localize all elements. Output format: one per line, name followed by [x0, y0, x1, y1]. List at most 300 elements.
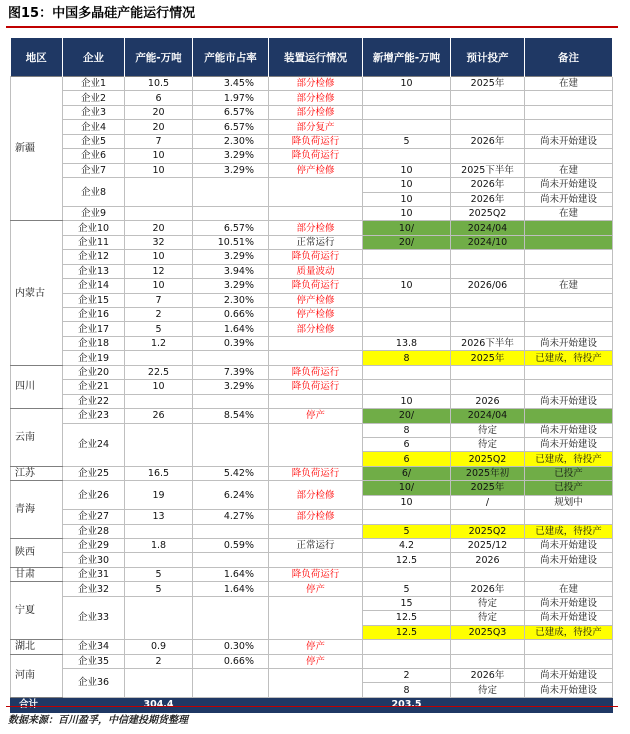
note-cell — [525, 365, 613, 379]
new-cap-cell — [363, 567, 451, 581]
expected-cell: 2025年 — [451, 481, 525, 495]
capacity-cell: 6 — [125, 91, 193, 105]
note-cell: 尚未开始建设 — [525, 683, 613, 697]
note-cell: 尚未开始建设 — [525, 437, 613, 451]
table-row — [11, 120, 613, 134]
new-cap-cell: 6/ — [363, 466, 451, 480]
share-cell: 1.97% — [193, 91, 269, 105]
region-cell: 四川 — [11, 365, 63, 408]
status-cell — [269, 553, 363, 567]
status-cell: 正常运行 — [269, 235, 363, 249]
expected-cell — [451, 640, 525, 654]
table-row — [11, 351, 613, 365]
new-cap-cell — [363, 654, 451, 668]
share-cell: 3.29% — [193, 250, 269, 264]
table-row — [11, 149, 613, 163]
note-cell: 在建 — [525, 206, 613, 220]
table-row — [11, 481, 613, 495]
header-note: 备注 — [525, 38, 613, 77]
new-cap-cell: 10/ — [363, 221, 451, 235]
total-new-capacity: 203.5 — [363, 697, 451, 712]
company-cell: 企业33 — [63, 596, 125, 639]
table-row — [11, 91, 613, 105]
table-row — [11, 264, 613, 278]
share-cell: 0.39% — [193, 336, 269, 350]
status-cell: 停产检修 — [269, 163, 363, 177]
new-cap-cell — [363, 91, 451, 105]
table-row — [11, 134, 613, 148]
share-cell: 3.29% — [193, 163, 269, 177]
capacity-cell — [125, 524, 193, 538]
capacity-cell: 32 — [125, 235, 193, 249]
expected-cell — [451, 322, 525, 336]
polysilicon-capacity-table — [10, 38, 613, 713]
note-cell — [525, 308, 613, 322]
note-cell: 已建成，待投产 — [525, 625, 613, 639]
company-cell: 企业12 — [63, 250, 125, 264]
new-cap-cell: 12.5 — [363, 625, 451, 639]
table-row — [11, 582, 613, 596]
company-cell: 企业3 — [63, 105, 125, 119]
region-cell: 陕西 — [11, 539, 63, 568]
status-cell — [269, 394, 363, 408]
new-cap-cell — [363, 264, 451, 278]
share-cell: 3.29% — [193, 149, 269, 163]
total-empty-3 — [269, 697, 363, 712]
note-cell: 在建 — [525, 582, 613, 596]
new-cap-cell: 10 — [363, 279, 451, 293]
company-cell: 企业5 — [63, 134, 125, 148]
status-cell — [269, 206, 363, 220]
new-cap-cell: 12.5 — [363, 611, 451, 625]
share-cell: 4.27% — [193, 510, 269, 524]
company-cell: 企业21 — [63, 380, 125, 394]
expected-cell: 2025Q2 — [451, 524, 525, 538]
expected-cell — [451, 149, 525, 163]
share-cell: 6.57% — [193, 120, 269, 134]
capacity-cell: 10.5 — [125, 77, 193, 91]
capacity-cell: 26 — [125, 409, 193, 423]
table-row — [11, 640, 613, 654]
note-cell — [525, 120, 613, 134]
expected-cell — [451, 510, 525, 524]
share-cell: 5.42% — [193, 466, 269, 480]
share-cell — [193, 668, 269, 697]
company-cell: 企业29 — [63, 539, 125, 553]
note-cell — [525, 510, 613, 524]
expected-cell: 2024/04 — [451, 221, 525, 235]
capacity-cell: 7 — [125, 134, 193, 148]
note-cell: 尚未开始建设 — [525, 668, 613, 682]
share-cell — [193, 178, 269, 207]
new-cap-cell: 10 — [363, 77, 451, 91]
capacity-cell: 2 — [125, 654, 193, 668]
note-cell: 尚未开始建设 — [525, 134, 613, 148]
note-cell — [525, 221, 613, 235]
status-cell: 停产检修 — [269, 308, 363, 322]
status-cell — [269, 336, 363, 350]
company-cell: 企业6 — [63, 149, 125, 163]
status-cell: 停产 — [269, 582, 363, 596]
status-cell: 部分检修 — [269, 481, 363, 510]
note-cell — [525, 91, 613, 105]
header-region: 地区 — [11, 38, 63, 77]
expected-cell: 2024/04 — [451, 409, 525, 423]
company-cell: 企业25 — [63, 466, 125, 480]
capacity-cell: 5 — [125, 582, 193, 596]
share-cell — [193, 596, 269, 639]
company-cell: 企业35 — [63, 654, 125, 668]
share-cell: 7.39% — [193, 365, 269, 379]
status-cell: 降负荷运行 — [269, 365, 363, 379]
expected-cell: 待定 — [451, 423, 525, 437]
total-capacity: 304.4 — [125, 697, 193, 712]
new-cap-cell — [363, 510, 451, 524]
company-cell: 企业15 — [63, 293, 125, 307]
capacity-cell — [125, 423, 193, 466]
status-cell: 部分检修 — [269, 510, 363, 524]
status-cell: 停产 — [269, 409, 363, 423]
company-cell: 企业28 — [63, 524, 125, 538]
table-row — [11, 380, 613, 394]
capacity-cell: 7 — [125, 293, 193, 307]
region-cell: 湖北 — [11, 640, 63, 654]
share-cell: 3.29% — [193, 380, 269, 394]
company-cell: 企业23 — [63, 409, 125, 423]
capacity-cell: 10 — [125, 380, 193, 394]
share-cell — [193, 351, 269, 365]
status-cell: 降负荷运行 — [269, 567, 363, 581]
share-cell: 0.30% — [193, 640, 269, 654]
note-cell — [525, 293, 613, 307]
table-row — [11, 235, 613, 249]
expected-cell: 2025下半年 — [451, 163, 525, 177]
expected-cell: 待定 — [451, 437, 525, 451]
share-cell: 3.29% — [193, 279, 269, 293]
new-cap-cell: 2 — [363, 668, 451, 682]
company-cell: 企业18 — [63, 336, 125, 350]
table-row — [11, 510, 613, 524]
note-cell: 在建 — [525, 279, 613, 293]
company-cell: 企业30 — [63, 553, 125, 567]
expected-cell: 2025年初 — [451, 466, 525, 480]
capacity-cell — [125, 178, 193, 207]
capacity-cell: 5 — [125, 567, 193, 581]
new-cap-cell: 8 — [363, 683, 451, 697]
status-cell: 降负荷运行 — [269, 250, 363, 264]
capacity-cell — [125, 206, 193, 220]
company-cell: 企业32 — [63, 582, 125, 596]
table-row — [11, 423, 613, 437]
share-cell: 6.24% — [193, 481, 269, 510]
note-cell — [525, 264, 613, 278]
status-cell: 降负荷运行 — [269, 149, 363, 163]
table-row — [11, 105, 613, 119]
company-cell: 企业24 — [63, 423, 125, 466]
status-cell: 降负荷运行 — [269, 134, 363, 148]
figure-title: 图15：中国多晶硅产能运行情况 — [8, 6, 196, 21]
table-row — [11, 524, 613, 538]
expected-cell: 2026年 — [451, 582, 525, 596]
table-row — [11, 394, 613, 408]
table-row — [11, 77, 613, 91]
header-capacity: 产能-万吨 — [125, 38, 193, 77]
table-row — [11, 654, 613, 668]
table-row — [11, 553, 613, 567]
expected-cell — [451, 91, 525, 105]
table-row — [11, 596, 613, 610]
share-cell: 10.51% — [193, 235, 269, 249]
note-cell: 尚未开始建设 — [525, 394, 613, 408]
note-cell — [525, 250, 613, 264]
expected-cell — [451, 293, 525, 307]
region-cell: 甘肃 — [11, 567, 63, 581]
expected-cell: 2025年 — [451, 77, 525, 91]
company-cell: 企业27 — [63, 510, 125, 524]
new-cap-cell — [363, 105, 451, 119]
new-cap-cell: 6 — [363, 437, 451, 451]
company-cell: 企业9 — [63, 206, 125, 220]
share-cell: 2.30% — [193, 293, 269, 307]
note-cell: 已投产 — [525, 466, 613, 480]
status-cell: 部分检修 — [269, 105, 363, 119]
header-share: 产能市占率 — [193, 38, 269, 77]
capacity-cell: 0.9 — [125, 640, 193, 654]
new-cap-cell: 13.8 — [363, 336, 451, 350]
total-empty-2 — [193, 697, 269, 712]
note-cell: 尚未开始建设 — [525, 178, 613, 192]
header-status: 装置运行情况 — [269, 38, 363, 77]
capacity-cell: 10 — [125, 163, 193, 177]
company-cell: 企业36 — [63, 668, 125, 697]
capacity-cell — [125, 394, 193, 408]
share-cell — [193, 423, 269, 466]
note-cell: 已建成，待投产 — [525, 524, 613, 538]
capacity-cell: 12 — [125, 264, 193, 278]
share-cell: 6.57% — [193, 105, 269, 119]
note-cell — [525, 149, 613, 163]
expected-cell: / — [451, 495, 525, 509]
share-cell — [193, 553, 269, 567]
expected-cell: 2026 — [451, 394, 525, 408]
status-cell: 降负荷运行 — [269, 466, 363, 480]
region-cell: 云南 — [11, 409, 63, 467]
capacity-cell: 10 — [125, 149, 193, 163]
table-row — [11, 178, 613, 192]
new-cap-cell: 6 — [363, 452, 451, 466]
table-body — [11, 77, 613, 698]
status-cell: 停产 — [269, 640, 363, 654]
table-row — [11, 466, 613, 480]
note-cell — [525, 567, 613, 581]
expected-cell: 2026年 — [451, 192, 525, 206]
share-cell: 0.66% — [193, 654, 269, 668]
status-cell — [269, 524, 363, 538]
new-cap-cell — [363, 250, 451, 264]
status-cell: 降负荷运行 — [269, 380, 363, 394]
share-cell: 2.30% — [193, 134, 269, 148]
status-cell: 降负荷运行 — [269, 279, 363, 293]
expected-cell — [451, 567, 525, 581]
new-cap-cell: 12.5 — [363, 553, 451, 567]
new-cap-cell — [363, 640, 451, 654]
status-cell: 质量波动 — [269, 264, 363, 278]
new-cap-cell: 20/ — [363, 409, 451, 423]
note-cell — [525, 654, 613, 668]
expected-cell: 待定 — [451, 611, 525, 625]
expected-cell: 2026下半年 — [451, 336, 525, 350]
share-cell: 0.66% — [193, 308, 269, 322]
expected-cell — [451, 380, 525, 394]
expected-cell: 2025/12 — [451, 539, 525, 553]
table-row — [11, 322, 613, 336]
table-row — [11, 567, 613, 581]
status-cell: 部分检修 — [269, 91, 363, 105]
note-cell: 在建 — [525, 163, 613, 177]
new-cap-cell: 5 — [363, 134, 451, 148]
table-row — [11, 336, 613, 350]
header-expected: 预计投产 — [451, 38, 525, 77]
table-row — [11, 279, 613, 293]
company-cell: 企业16 — [63, 308, 125, 322]
table-row — [11, 668, 613, 682]
note-cell: 已投产 — [525, 481, 613, 495]
total-empty-4 — [451, 697, 525, 712]
table-row — [11, 409, 613, 423]
new-cap-cell: 10/ — [363, 481, 451, 495]
note-cell — [525, 105, 613, 119]
expected-cell: 2025Q2 — [451, 206, 525, 220]
new-cap-cell: 10 — [363, 163, 451, 177]
source-divider — [6, 706, 618, 707]
share-cell: 1.64% — [193, 322, 269, 336]
capacity-cell: 10 — [125, 279, 193, 293]
new-cap-cell: 15 — [363, 596, 451, 610]
expected-cell — [451, 365, 525, 379]
new-cap-cell — [363, 149, 451, 163]
new-cap-cell: 10 — [363, 394, 451, 408]
new-cap-cell — [363, 308, 451, 322]
expected-cell: 2024/10 — [451, 235, 525, 249]
new-cap-cell: 8 — [363, 423, 451, 437]
new-cap-cell: 20/ — [363, 235, 451, 249]
capacity-cell: 2 — [125, 308, 193, 322]
share-cell — [193, 524, 269, 538]
status-cell: 部分检修 — [269, 77, 363, 91]
status-cell: 部分复产 — [269, 120, 363, 134]
new-cap-cell — [363, 380, 451, 394]
new-cap-cell: 5 — [363, 524, 451, 538]
capacity-cell: 22.5 — [125, 365, 193, 379]
new-cap-cell: 10 — [363, 495, 451, 509]
expected-cell: 待定 — [451, 596, 525, 610]
capacity-cell: 20 — [125, 105, 193, 119]
note-cell: 尚未开始建设 — [525, 423, 613, 437]
table-row — [11, 206, 613, 220]
company-cell: 企业10 — [63, 221, 125, 235]
status-cell: 正常运行 — [269, 539, 363, 553]
capacity-cell — [125, 668, 193, 697]
share-cell — [193, 394, 269, 408]
capacity-cell: 10 — [125, 250, 193, 264]
share-cell: 6.57% — [193, 221, 269, 235]
note-cell — [525, 409, 613, 423]
company-cell: 企业13 — [63, 264, 125, 278]
new-cap-cell: 10 — [363, 192, 451, 206]
region-cell: 河南 — [11, 654, 63, 697]
header-new-capacity: 新增产能-万吨 — [363, 38, 451, 77]
expected-cell — [451, 654, 525, 668]
new-cap-cell — [363, 365, 451, 379]
capacity-cell: 1.2 — [125, 336, 193, 350]
table-row — [11, 308, 613, 322]
region-cell: 宁夏 — [11, 582, 63, 640]
status-cell: 停产 — [269, 654, 363, 668]
new-cap-cell — [363, 293, 451, 307]
share-cell: 3.45% — [193, 77, 269, 91]
note-cell: 尚未开始建设 — [525, 192, 613, 206]
table-row — [11, 293, 613, 307]
total-empty-5 — [525, 697, 613, 712]
new-cap-cell — [363, 322, 451, 336]
table-row — [11, 250, 613, 264]
region-cell: 江苏 — [11, 466, 63, 480]
note-cell: 规划中 — [525, 495, 613, 509]
expected-cell — [451, 105, 525, 119]
note-cell: 尚未开始建设 — [525, 553, 613, 567]
table-row — [11, 163, 613, 177]
table-row — [11, 365, 613, 379]
expected-cell: 待定 — [451, 683, 525, 697]
new-cap-cell — [363, 120, 451, 134]
capacity-cell — [125, 553, 193, 567]
share-cell: 0.59% — [193, 539, 269, 553]
expected-cell: 2025Q2 — [451, 452, 525, 466]
company-cell: 企业1 — [63, 77, 125, 91]
share-cell: 1.64% — [193, 582, 269, 596]
total-label: 合计 — [11, 697, 63, 712]
company-cell: 企业31 — [63, 567, 125, 581]
note-cell: 已建成，待投产 — [525, 351, 613, 365]
expected-cell: 2026/06 — [451, 279, 525, 293]
region-cell: 内蒙古 — [11, 221, 63, 365]
share-cell: 1.64% — [193, 567, 269, 581]
company-cell: 企业2 — [63, 91, 125, 105]
expected-cell — [451, 120, 525, 134]
note-cell: 尚未开始建设 — [525, 611, 613, 625]
expected-cell — [451, 264, 525, 278]
new-cap-cell: 10 — [363, 178, 451, 192]
share-cell: 3.94% — [193, 264, 269, 278]
note-cell: 尚未开始建设 — [525, 336, 613, 350]
capacity-cell — [125, 351, 193, 365]
expected-cell: 2026年 — [451, 178, 525, 192]
company-cell: 企业20 — [63, 365, 125, 379]
expected-cell: 2026年 — [451, 668, 525, 682]
capacity-cell — [125, 596, 193, 639]
expected-cell: 2026年 — [451, 134, 525, 148]
company-cell: 企业26 — [63, 481, 125, 510]
expected-cell — [451, 308, 525, 322]
capacity-cell: 13 — [125, 510, 193, 524]
region-cell: 青海 — [11, 481, 63, 539]
status-cell — [269, 178, 363, 207]
status-cell: 部分检修 — [269, 322, 363, 336]
table-row — [11, 221, 613, 235]
new-cap-cell: 10 — [363, 206, 451, 220]
note-cell: 已建成，待投产 — [525, 452, 613, 466]
company-cell: 企业14 — [63, 279, 125, 293]
